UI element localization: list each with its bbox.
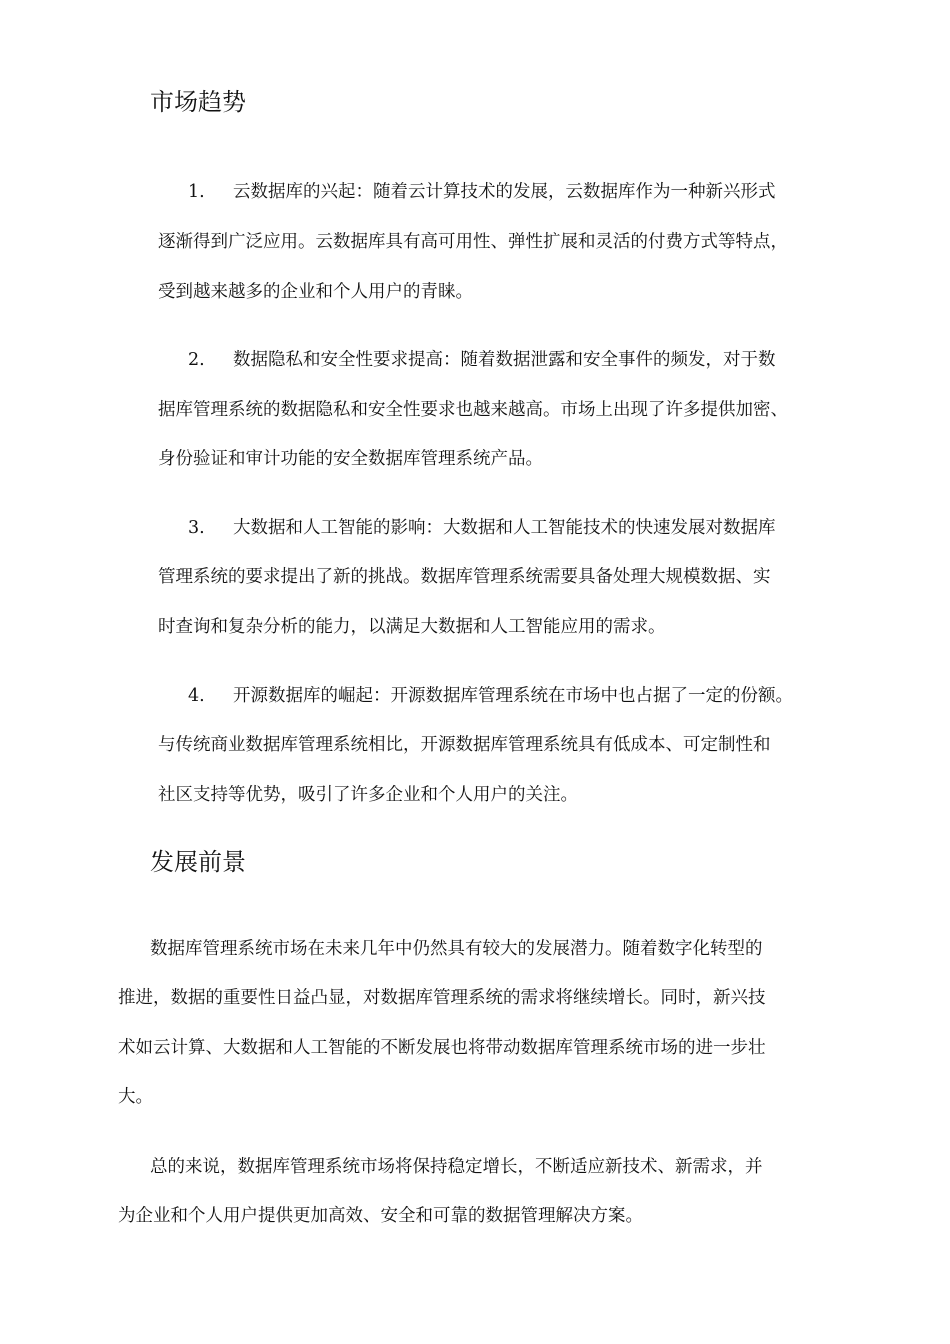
paragraph-line: 为企业和个人用户提供更加高效、安全和可靠的数据管理解决方案。 [118, 1206, 643, 1226]
list-item-number: 2. [188, 350, 205, 370]
paragraph-line: 推进，数据的重要性日益凸显，对数据库管理系统的需求将继续增长。同时，新兴技 [118, 988, 766, 1008]
paragraph-line: 总的来说，数据库管理系统市场将保持稳定增长，不断适应新技术、新需求，并 [150, 1157, 763, 1177]
list-item-number: 4. [188, 686, 205, 706]
section-heading-market-trends: 市场趋势 [150, 88, 246, 116]
paragraph-line: 身份验证和审计功能的安全数据库管理系统产品。 [158, 449, 543, 469]
paragraph-line: 数据库管理系统市场在未来几年中仍然具有较大的发展潜力。随着数字化转型的 [150, 939, 763, 959]
paragraph-line: 云数据库的兴起：随着云计算技术的发展，云数据库作为一种新兴形式 [233, 182, 776, 202]
paragraph-line: 大数据和人工智能的影响：大数据和人工智能技术的快速发展对数据库 [233, 518, 776, 538]
paragraph-line: 大。 [118, 1087, 153, 1107]
paragraph-line: 逐渐得到广泛应用。云数据库具有高可用性、弹性扩展和灵活的付费方式等特点， [158, 232, 788, 252]
paragraph-line: 据库管理系统的数据隐私和安全性要求也越来越高。市场上出现了许多提供加密、 [158, 400, 788, 420]
paragraph-line: 与传统商业数据库管理系统相比，开源数据库管理系统具有低成本、可定制性和 [158, 735, 771, 755]
paragraph-line: 术如云计算、大数据和人工智能的不断发展也将带动数据库管理系统市场的进一步壮 [118, 1038, 766, 1058]
section-heading-development-prospects: 发展前景 [150, 848, 246, 876]
paragraph-line: 管理系统的要求提出了新的挑战。数据库管理系统需要具备处理大规模数据、实 [158, 567, 771, 587]
list-item-number: 1. [188, 182, 205, 202]
paragraph-line: 受到越来越多的企业和个人用户的青睐。 [158, 282, 473, 302]
paragraph-line: 数据隐私和安全性要求提高：随着数据泄露和安全事件的频发，对于数 [233, 350, 776, 370]
paragraph-line: 社区支持等优势，吸引了许多企业和个人用户的关注。 [158, 785, 578, 805]
paragraph-line: 时查询和复杂分析的能力，以满足大数据和人工智能应用的需求。 [158, 617, 666, 637]
paragraph-line: 开源数据库的崛起：开源数据库管理系统在市场中也占据了一定的份额。 [233, 686, 793, 706]
list-item-number: 3. [188, 518, 205, 538]
